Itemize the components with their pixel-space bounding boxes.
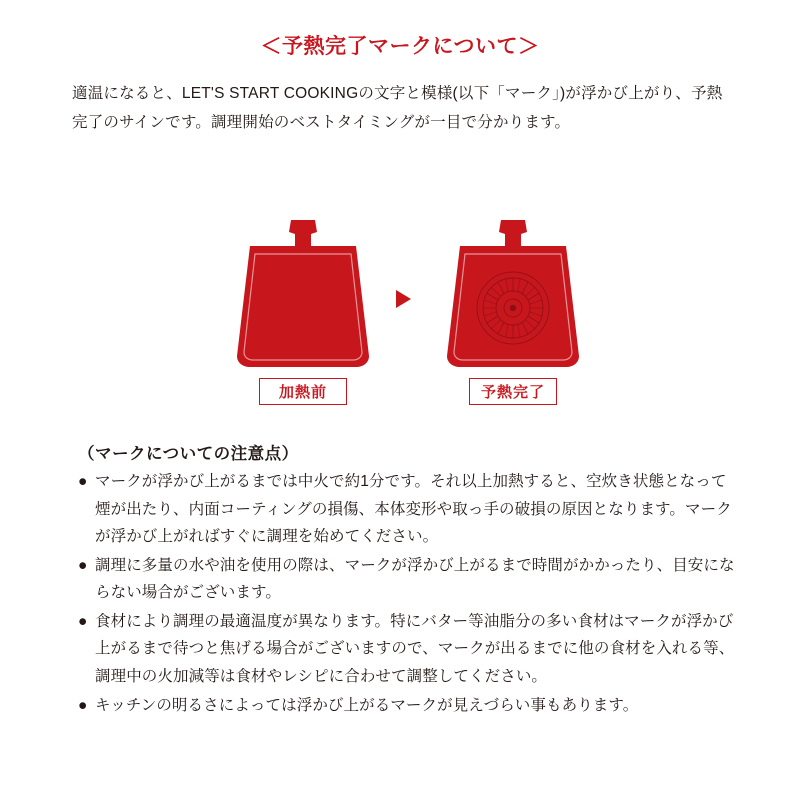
note-item (78, 608, 738, 691)
page-title: ＜予熱完了マークについて＞ (260, 35, 540, 58)
note-text: キッチンの明るさによっては浮かび上がるマークが見えづらい事もあります。 (95, 696, 639, 714)
bullet-icon: ● (78, 612, 88, 630)
note-item (78, 552, 738, 607)
label-preheat-complete: 予熱完了 (469, 378, 557, 405)
label-before-heating: 加熱前 (259, 378, 347, 405)
pan-before-heating (228, 216, 378, 371)
illustration-area (0, 168, 800, 428)
bullet-icon: ● (78, 473, 88, 490)
note-item (78, 468, 738, 551)
bullet-icon: ● (78, 696, 88, 714)
bullet-icon: ● (78, 556, 88, 574)
frying-pan-with-mark-icon (438, 216, 588, 371)
note-item (78, 692, 738, 720)
note-text: 食材により調理の最適温度が異なります。特にバター等油脂分の多い食材はマークが浮かび上がるまで待つと焦げる場合がございますので、マークが出るまでに他の食材を入れる等、調理中の火加減等は食材やレシピに合わせて調整してください。 (95, 612, 735, 686)
notes-title: （マークについての注意点） (78, 445, 299, 463)
frying-pan-icon (228, 216, 378, 371)
note-text: 調理に多量の水や油を使用の際は、マークが浮かび上がるまで時間がかかったり、目安にならない場合がございます。 (95, 556, 735, 602)
arrow-icon (396, 290, 411, 308)
intro-paragraph: 適温になると、LET'S START COOKINGの文字と模様(以下「マーク」)が浮かび上がり、予熱完了のサインです。調理開始のベストタイミングが一目で分かります。 (72, 85, 723, 131)
pan-preheat-complete (438, 216, 588, 371)
notes-section (78, 440, 738, 720)
note-text: マークが浮かび上がるまでは中火で約1分です。それ以上加熱すると、空炊き状態となって煙が出たり、内面コーティングの損傷、本体変形や取っ手の破損の原因となります。マークが浮かび上がればすぐに調理を始めてください。 (95, 473, 732, 546)
